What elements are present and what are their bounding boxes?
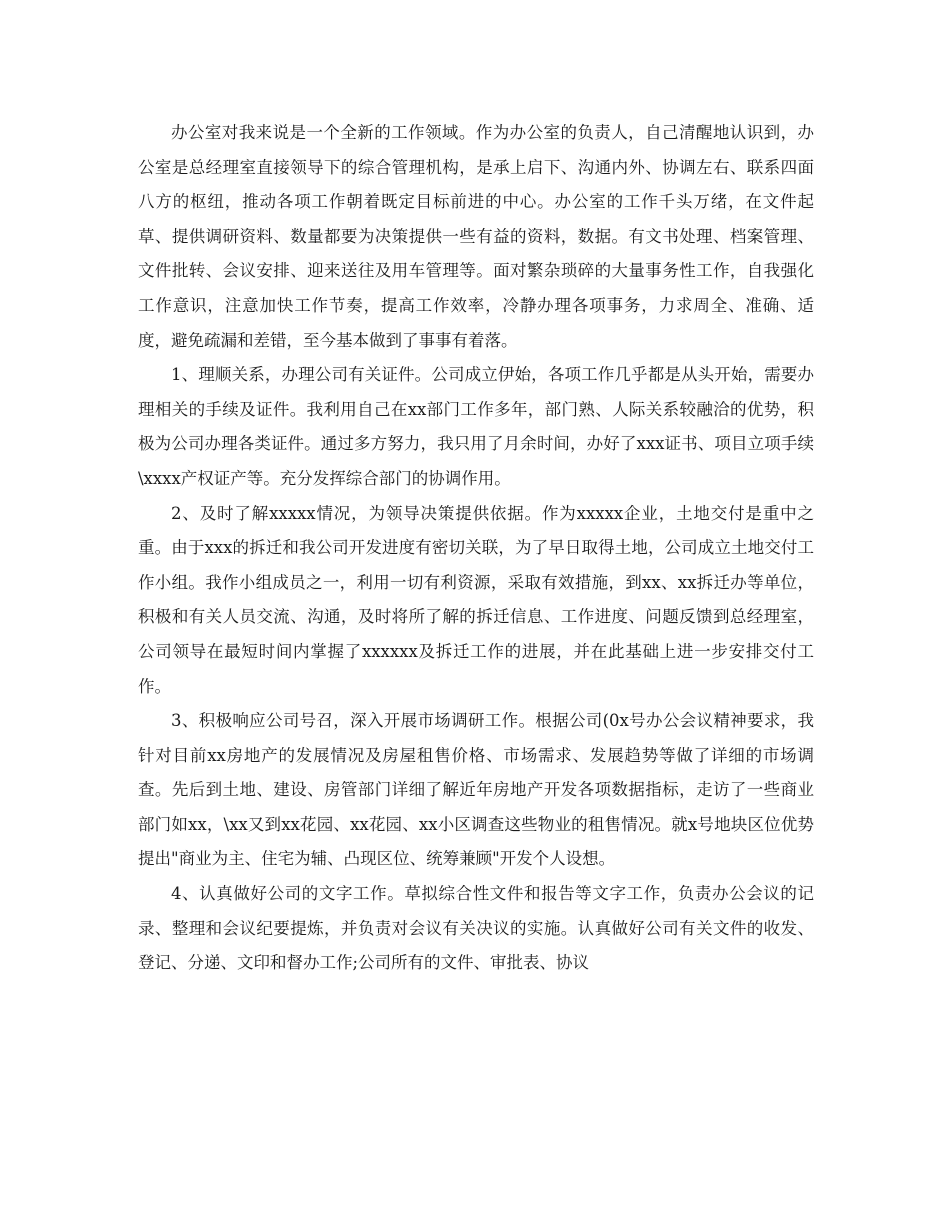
paragraph-item-1: 1、理顺关系，办理公司有关证件。公司成立伊始，各项工作几乎都是从头开始，需要办理相关的手续及证件。我利用自己在xx部门工作多年，部门熟、人际关系较融洽的优势，积极为公司办理各类证件。通过多方努力，我只用了月余时间，办好了xxx证书、项目立项手续\xxxx产权证产等。充分发挥综合部门的协调作用。 <box>138 365 814 488</box>
paragraph-intro: 办公室对我来说是一个全新的工作领域。作为办公室的负责人，自己清醒地认识到，办公室是总经理室直接领导下的综合管理机构，是承上启下、沟通内外、协调左右、联系四面八方的枢纽，推动各项工作朝着既定目标前进的中心。办公室的工作千头万绪，在文件起草、提供调研资料、数量都要为决策提供一些有益的资料，数据。有文书处理、档案管理、文件批转、会议安排、迎来送往及用车管理等。面对繁杂琐碎的大量事务性工作，自我强化工作意识，注意加快工作节奏，提高工作效率，冷静办理各项事务，力求周全、准确、适度，避免疏漏和差错，至今基本做到了事事有着落。 <box>138 123 814 350</box>
document-body <box>138 116 814 981</box>
paragraph-item-4: 4、认真做好公司的文字工作。草拟综合性文件和报告等文字工作，负责办公会议的记录、整理和会议纪要提炼，并负责对会议有关决议的实施。认真做好公司有关文件的收发、登记、分递、文印和督办工作;公司所有的文件、审批表、协议 <box>138 884 814 973</box>
paragraph-item-3: 3、积极响应公司号召，深入开展市场调研工作。根据公司(0x号办公会议精神要求，我针对目前xx房地产的发展情况及房屋租售价格、市场需求、发展趋势等做了详细的市场调查。先后到土地、建设、房管部门详细了解近年房地产开发各项数据指标，走访了一些商业部门如xx，\xx又到xx花园、xx花园、xx小区调查这些物业的租售情况。就x号地块区位优势提出"商业为主、住宅为辅、凸现区位、统筹兼顾"开发个人设想。 <box>138 711 814 869</box>
paragraph-item-2: 2、及时了解xxxxx情况，为领导决策提供依据。作为xxxxx企业，土地交付是重中之重。由于xxx的拆迁和我公司开发进度有密切关联，为了早日取得土地，公司成立土地交付工作小组。我作小组成员之一，利用一切有利资源，采取有效措施，到xx、xx拆迁办等单位，积极和有关人员交流、沟通，及时将所了解的拆迁信息、工作进度、问题反馈到总经理室，公司领导在最短时间内掌握了xxxxxx及拆迁工作的进展，并在此基础上进一步安排交付工作。 <box>138 503 814 696</box>
